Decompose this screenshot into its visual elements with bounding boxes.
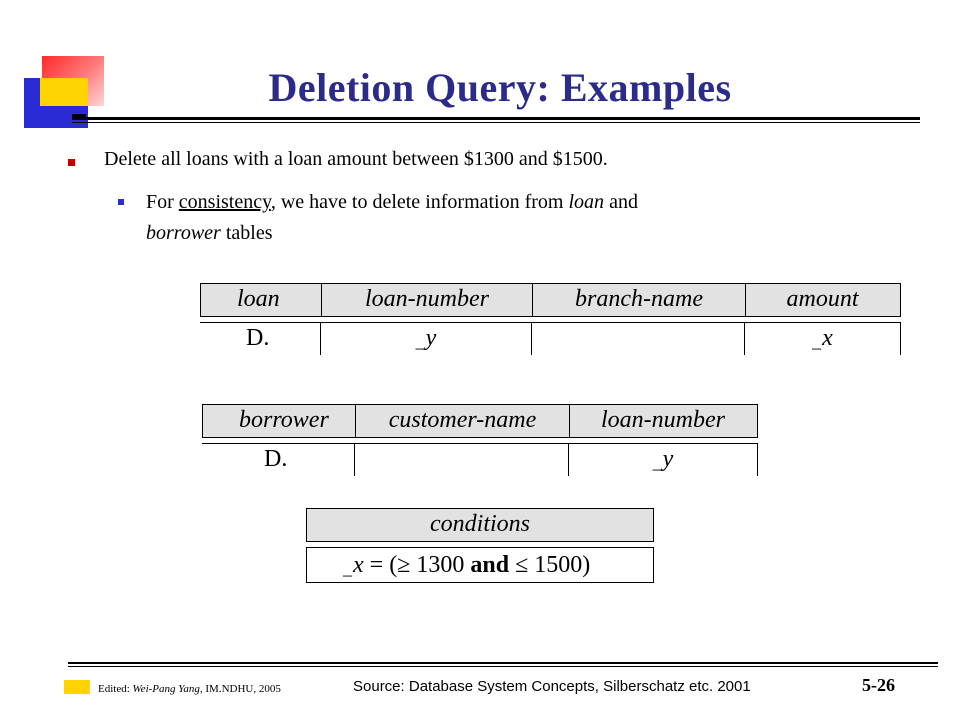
table-row xyxy=(202,443,758,476)
loan-qbe-table xyxy=(200,283,901,355)
footer-yellow-square xyxy=(64,680,90,694)
borrower-qbe-table xyxy=(202,404,758,476)
table-header xyxy=(202,404,758,438)
conditions-header: conditions xyxy=(306,508,654,542)
header-cell: amount xyxy=(745,284,899,316)
cell: D. xyxy=(246,325,270,351)
header-cell: branch-name xyxy=(532,284,745,316)
footer-source: Source: Database System Concepts, Silberschatz etc. 2001 xyxy=(353,678,751,695)
sub-bullet-square-icon xyxy=(118,199,124,205)
page-number: 5-26 xyxy=(862,675,895,695)
table-row xyxy=(200,322,901,355)
cell: _ x xyxy=(744,323,901,355)
header-cell: customer-name xyxy=(355,405,569,437)
cell xyxy=(354,444,568,476)
bullet-square-icon xyxy=(68,159,75,166)
footer-rule-thin xyxy=(68,666,938,667)
title-rule-thin xyxy=(72,122,920,123)
slide-title: Deletion Query: Examples xyxy=(268,65,732,110)
bullet-text-2: For consistency, we have to delete information from loan and borrower tables xyxy=(146,191,638,244)
cell: D. xyxy=(264,446,288,472)
cell xyxy=(531,323,744,355)
bullet-text-1: Delete all loans with a loan amount between $1300 and $1500. xyxy=(104,148,608,170)
table-header xyxy=(200,283,901,317)
footer-edited: Edited: Wei-Pang Yang, IM.NDHU, 2005 xyxy=(98,683,281,695)
footer-rule xyxy=(68,662,938,664)
header-cell: loan-number xyxy=(569,405,756,437)
conditions-expression: _ x = (≥ 1300 and ≤ 1500) xyxy=(306,547,654,583)
cell: _ y xyxy=(320,323,531,355)
cell: _ y xyxy=(568,444,758,476)
logo-yellow-square xyxy=(40,78,88,106)
header-cell: borrower xyxy=(239,407,329,433)
header-cell: loan-number xyxy=(321,284,532,316)
title-rule xyxy=(72,117,920,120)
header-cell: loan xyxy=(237,286,280,312)
underlined-word: consistency xyxy=(178,191,271,213)
